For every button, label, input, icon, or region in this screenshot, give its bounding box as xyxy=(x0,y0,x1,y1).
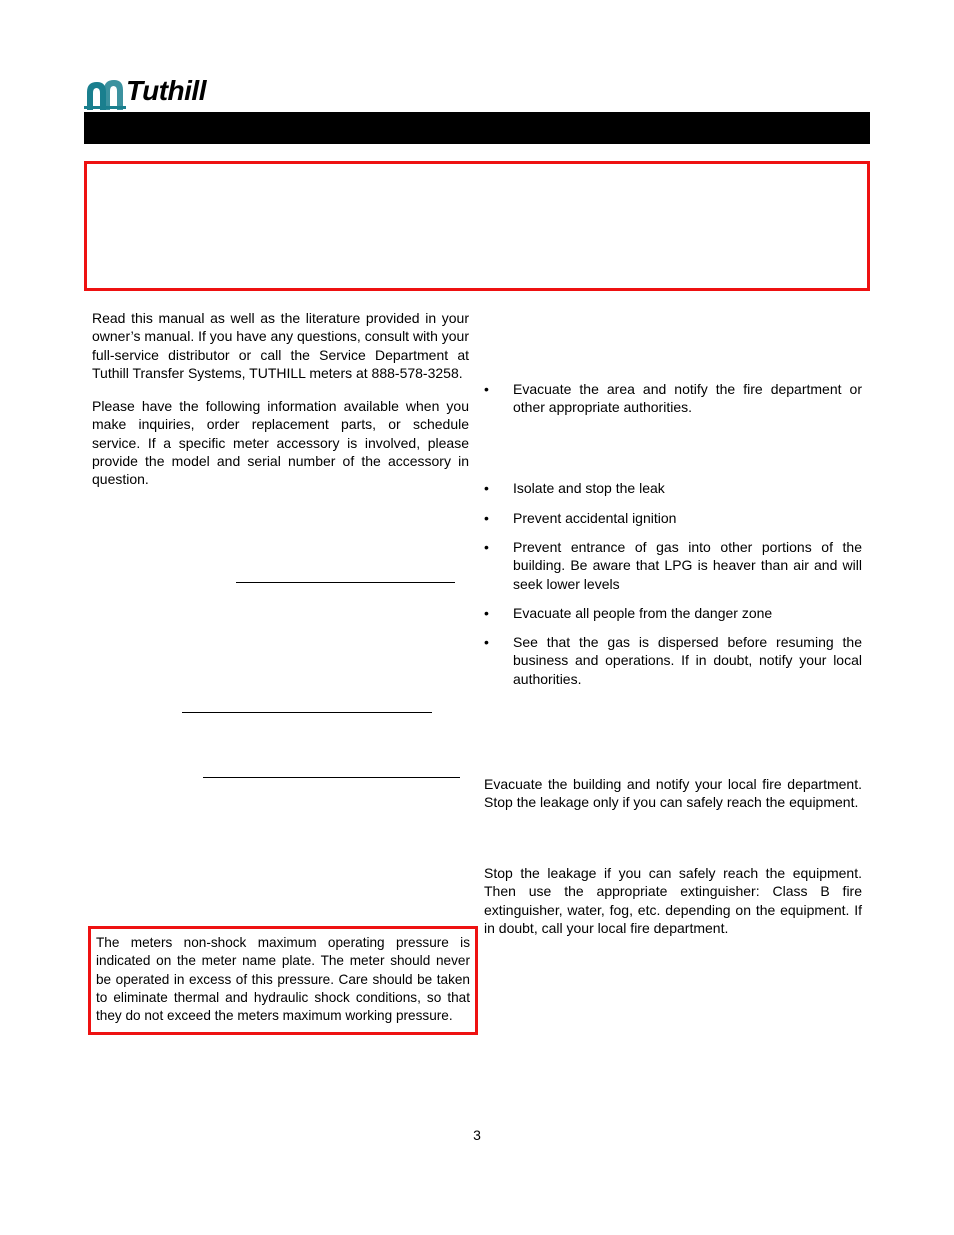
bullet-item xyxy=(484,538,862,593)
bullet-dot: • xyxy=(484,480,489,496)
bullet-dot: • xyxy=(484,381,489,397)
fill-in-line xyxy=(182,712,432,713)
brand-wordmark: Tuthill xyxy=(126,75,206,106)
pressure-notice-box: The meters non-shock maximum operating pressure is indicated on the meter name plate. The meter should never be operated in excess of this pressure. Care should be taken to eliminate thermal and hydraulic shock conditions, so that they do not exceed the meters maximum working pressure. xyxy=(88,926,478,1035)
bullet-dot: • xyxy=(484,605,489,621)
bullet-item xyxy=(484,604,862,622)
warning-box xyxy=(84,161,870,291)
bullet-text: Evacuate the area and notify the fire department or other appropriate authorities. xyxy=(513,381,862,416)
bullet-text: See that the gas is dispersed before resuming the business and operations. If in doubt, notify your local authorities. xyxy=(513,634,862,687)
bullet-item xyxy=(484,509,862,527)
info-paragraph: Please have the following information available when you make inquiries, order replacement parts, or schedule service. If a specific meter accessory is involved, please provide the model and serial number of the accessory in question. xyxy=(92,398,469,488)
bullet-text: Prevent accidental ignition xyxy=(513,510,677,526)
extinguisher-paragraph: Stop the leakage if you can safely reach the equipment. Then use the appropriate extinguisher: Class B fire extinguisher, water, fog, etc. depending on the equipment. If in doubt, call your local fire department. xyxy=(484,865,862,936)
bullet-item xyxy=(484,633,862,688)
bullet-text: Evacuate all people from the danger zone xyxy=(513,605,773,621)
bullet-dot: • xyxy=(484,539,489,555)
bullet-text: Isolate and stop the leak xyxy=(513,480,665,496)
fill-in-line xyxy=(203,777,460,778)
bullet-item xyxy=(484,479,862,497)
fill-in-line xyxy=(236,582,455,583)
fire-paragraph: Evacuate the building and notify your local fire department. Stop the leakage only if you can safely reach the equipment. xyxy=(484,776,862,811)
intro-paragraph: Read this manual as well as the literature provided in your owner’s manual. If you have any questions, consult with your full-service distributor or call the Service Department at Tuthill Transfer Systems, TUTHILL meters at 888-578-3258. xyxy=(92,310,469,381)
bullet-text: Prevent entrance of gas into other portions of the building. Be aware that LPG is heaver than air and will seek lower levels xyxy=(513,539,862,592)
title-bar xyxy=(84,112,870,144)
bullet-dot: • xyxy=(484,634,489,650)
bullet-item xyxy=(484,380,862,417)
page-number: 3 xyxy=(473,1127,481,1143)
bullet-dot: • xyxy=(484,510,489,526)
